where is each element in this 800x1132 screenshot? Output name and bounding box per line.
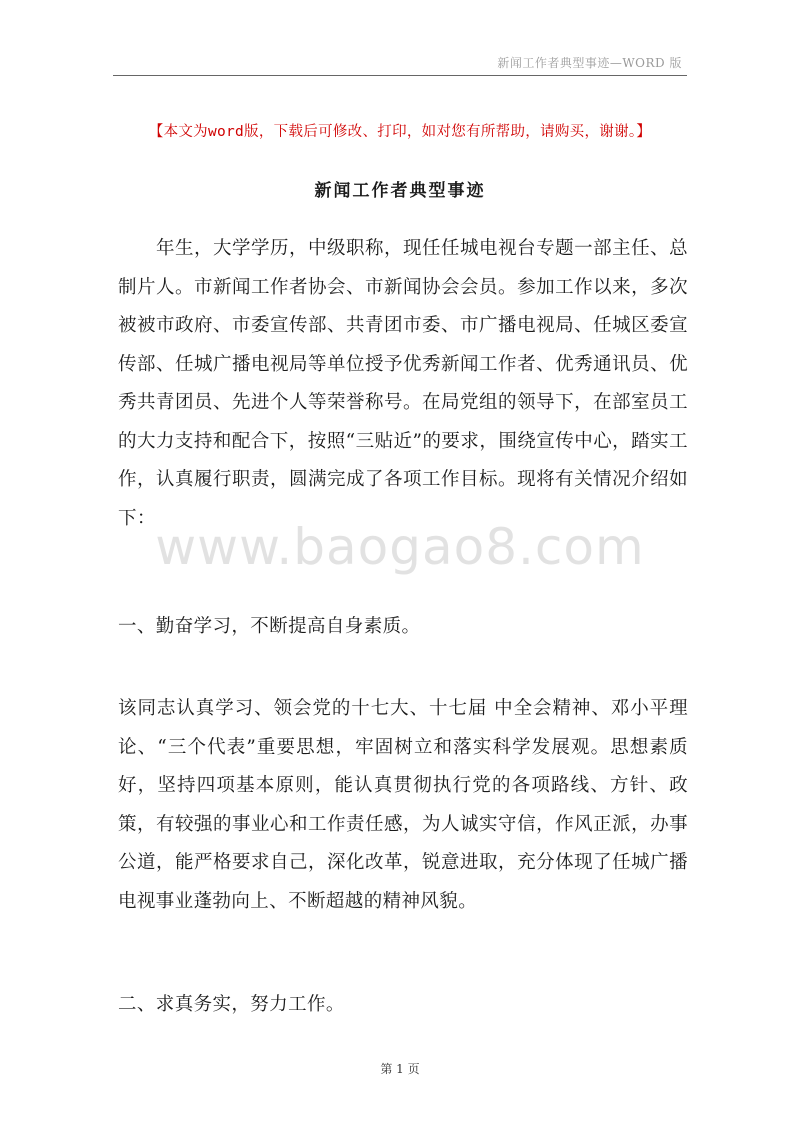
purchase-notice: 【本文为word版，下载后可修改、打印，如对您有所帮助，请购买，谢谢。】: [148, 124, 652, 140]
section-heading-1: 一、勤奋学习，不断提高自身素质。: [118, 616, 421, 637]
header-divider: [113, 75, 687, 76]
intro-paragraph: 年生，大学学历，中级职称，现任任城电视台专题一部主任、总制片人。市新闻工作者协会、市新闻协会会员。参加工作以来，多次被被市政府、市委宣传部、共青团市委、市广播电视局、任城区委宣传部、任城广播电视局等单位授予优秀新闻工作者、优秀通讯员、优秀共青团员、先进个人等荣誉称号。在局党组的领导下，在部室员工的大力支持和配合下，按照“三贴近”的要求，围绕宣传中心，踏实工作，认真履行职责，圆满完成了各项工作目标。现将有关情况介绍如下：: [118, 238, 688, 529]
running-header: 新闻工作者典型事迹—WORD 版: [497, 56, 682, 70]
section-heading-2: 二、求真务实，努力工作。: [118, 994, 345, 1015]
watermark: www.baogao8.com: [155, 518, 645, 576]
document-title: 新闻工作者典型事迹: [314, 181, 486, 201]
section-1-paragraph: 该同志认真学习、领会党的十七大、十七届 中全会精神、邓小平理论、“三个代表”重要思想，牢固树立和落实科学发展观。思想素质好，坚持四项基本原则，能认真贯彻执行党的各项路线、方针、政策，有较强的事业心和工作责任感，为人诚实守信，作风正派，办事公道，能严格要求自己，深化改革，锐意进取，充分体现了任城广播电视事业蓬勃向上、不断超越的精神风貌。: [118, 698, 688, 912]
page-number: 第 1 页: [380, 1062, 420, 1076]
